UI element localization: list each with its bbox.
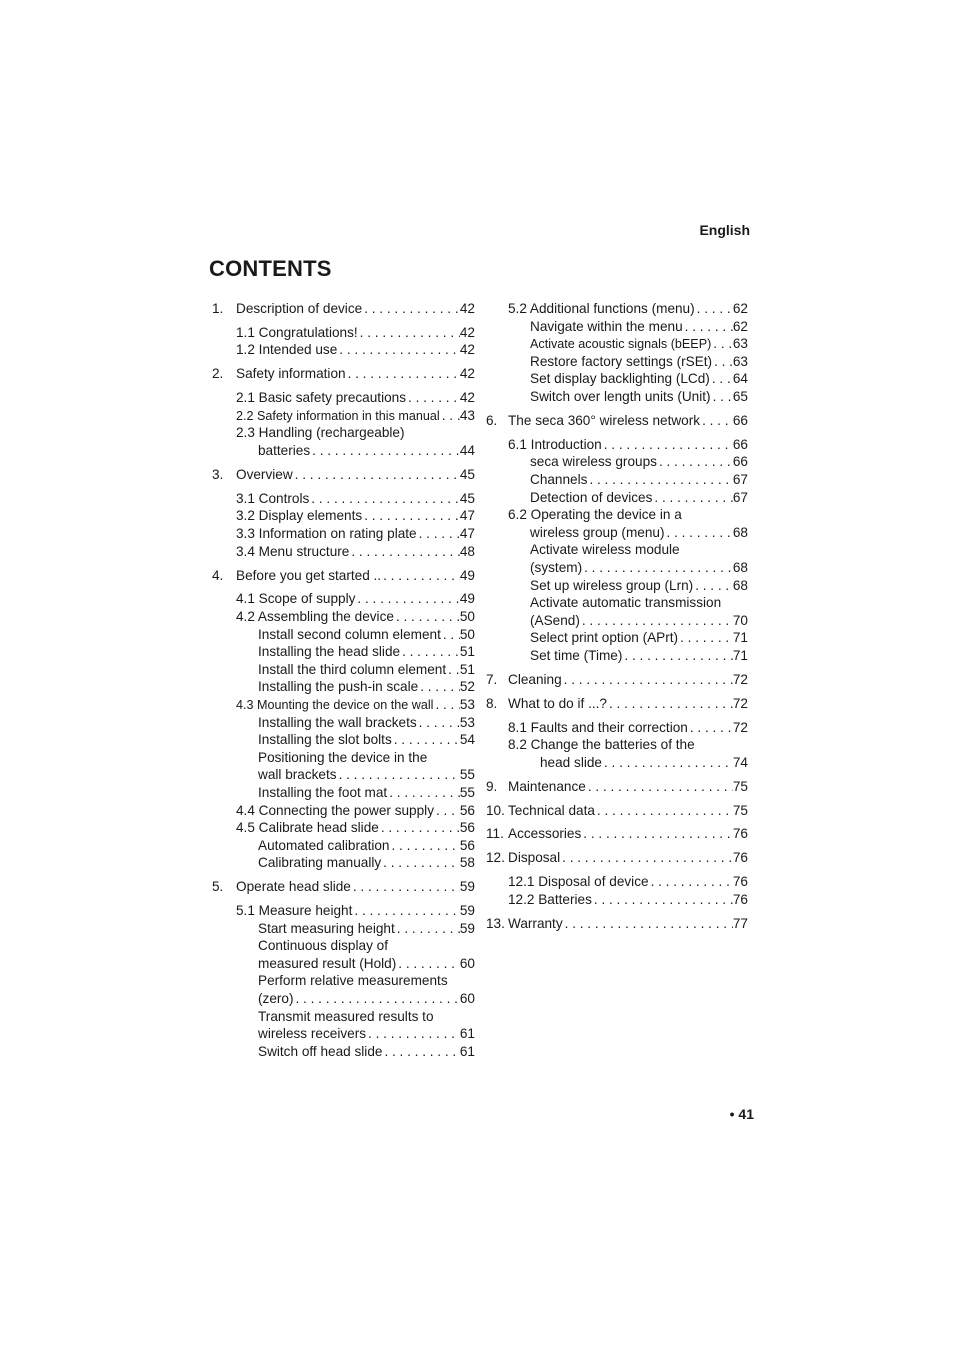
toc-entry-page: 56 [459, 802, 475, 818]
toc-leader-dots [434, 802, 460, 820]
toc-entry [212, 608, 475, 626]
toc-leader-dots [381, 854, 460, 872]
toc-entry-number: 12. [486, 850, 505, 866]
toc-leader-dots [417, 714, 460, 732]
toc-entry [212, 1025, 475, 1043]
toc-entry-page: 50 [459, 608, 475, 624]
toc-entry-page: 62 [732, 318, 748, 334]
toc-entry-page: 42 [459, 366, 475, 382]
toc-entry-label: wireless receivers [258, 1026, 367, 1042]
toc-entry-page: 76 [732, 891, 748, 907]
toc-entry-label: Calibrating manually [258, 855, 382, 871]
toc-entry-label: 2.3 Handling (rechargeable) [236, 425, 405, 441]
toc-leader-dots [400, 643, 460, 661]
toc-entry [486, 671, 748, 689]
toc-leader-dots [310, 442, 460, 460]
toc-entry-label: Perform relative measurements [258, 973, 448, 989]
toc-column-left [212, 300, 475, 1060]
toc-entry-page: 55 [459, 784, 475, 800]
toc-entry-page: 61 [459, 1043, 475, 1059]
toc-entry-label: Disposal [508, 850, 561, 866]
toc-entry-number: 10. [486, 802, 505, 818]
toc-entry-page: 75 [732, 778, 748, 794]
toc-entry-label: Operate head slide [236, 879, 351, 895]
toc-column-right [486, 300, 748, 932]
toc-entry-label: Installing the head slide [258, 644, 401, 660]
toc-leader-dots [358, 324, 460, 342]
toc-entry-label: Navigate within the menu [530, 318, 683, 334]
toc-entry-page: 52 [459, 679, 475, 695]
toc-leader-dots [337, 341, 460, 359]
toc-entry-label: 3.4 Menu structure [236, 543, 350, 559]
toc-entry [486, 695, 748, 713]
toc-entry [212, 442, 475, 460]
toc-entry-page: 65 [732, 388, 748, 404]
toc-entry-label: Set time (Time) [530, 647, 623, 663]
toc-entry-page: 67 [732, 471, 748, 487]
toc-entry-label: head slide [540, 754, 602, 770]
toc-entry-page: 51 [459, 644, 475, 660]
toc-entry-label: The seca 360° wireless network [508, 412, 701, 428]
toc-entry-page: 76 [732, 874, 748, 890]
toc-leader-dots [678, 629, 733, 647]
toc-entry-label: Cleaning [508, 671, 562, 687]
toc-entry [486, 436, 748, 454]
toc-entry [486, 594, 748, 612]
toc-leader-dots [346, 365, 460, 383]
toc-entry-page: 72 [732, 695, 748, 711]
toc-entry [212, 696, 475, 714]
toc-entry-label: Installing the push-in scale [258, 679, 419, 695]
toc-entry-page: 59 [459, 903, 475, 919]
toc-entry-page: 64 [732, 371, 748, 387]
language-label: English [699, 222, 750, 238]
toc-entry-page: 67 [732, 489, 748, 505]
toc-entry-label: Start measuring height [258, 920, 395, 936]
toc-entry [486, 719, 748, 737]
toc-entry [486, 802, 748, 820]
toc-entry-label: Install the third column element [258, 661, 447, 677]
toc-entry-page: 45 [459, 466, 475, 482]
toc-entry-label: Accessories [508, 826, 582, 842]
toc-entry [212, 407, 475, 425]
toc-entry [486, 647, 748, 665]
toc-entry-page: 59 [459, 879, 475, 895]
toc-entry [486, 353, 748, 371]
toc-entry-page: 59 [459, 920, 475, 936]
toc-entry [212, 920, 475, 938]
toc-entry [212, 300, 475, 318]
toc-entry-label: Detection of devices [530, 489, 653, 505]
toc-entry-page: 74 [732, 754, 748, 770]
toc-entry [212, 661, 475, 679]
toc-entry-label: Restore factory settings (rSEt) [530, 353, 713, 369]
toc-entry-label: Install second column element [258, 626, 441, 642]
toc-leader-dots [418, 678, 460, 696]
page-title: CONTENTS [209, 256, 332, 281]
toc-entry-label: Description of device [236, 301, 363, 316]
toc-entry [486, 388, 748, 406]
toc-entry-page: 43 [459, 407, 475, 423]
toc-entry-label: Switch off head slide [258, 1043, 383, 1059]
toc-entry-label: What to do if ...? [508, 695, 607, 711]
toc-entry-page: 53 [459, 714, 475, 730]
toc-entry [212, 784, 475, 802]
toc-entry-label: 4.1 Scope of supply [236, 591, 356, 607]
toc-entry [212, 819, 475, 837]
toc-leader-dots [441, 626, 460, 644]
toc-entry-page: 75 [732, 802, 748, 818]
toc-leader-dots [602, 754, 733, 772]
toc-entry [212, 878, 475, 896]
toc-entry [212, 525, 475, 543]
toc-entry-page: 49 [459, 591, 475, 607]
toc-entry-label: 5.1 Measure height [236, 903, 353, 919]
toc-entry-label: 1.1 Congratulations! [236, 324, 358, 340]
toc-entry-label: Activate automatic transmission [530, 595, 722, 611]
toc-entry-page: 72 [732, 719, 748, 735]
toc-entry-page: 77 [732, 915, 748, 931]
toc-leader-dots [366, 1025, 460, 1043]
toc-entry-page: 55 [459, 767, 475, 783]
toc-leader-dots [379, 819, 460, 837]
toc-entry [212, 507, 475, 525]
toc-leader-dots [387, 784, 460, 802]
toc-entry-page: 76 [732, 850, 748, 866]
toc-entry [486, 754, 748, 772]
toc-leader-dots [355, 590, 459, 608]
toc-leader-dots [693, 577, 733, 595]
toc-entry-page: 42 [459, 342, 475, 358]
toc-entry [212, 1008, 475, 1026]
toc-entry-page: 50 [459, 626, 475, 642]
toc-entry-label: seca wireless groups [530, 454, 657, 470]
toc-entry-page: 63 [732, 353, 748, 369]
toc-entry [212, 955, 475, 973]
toc-entry-page: 44 [459, 443, 475, 459]
toc-entry-label: 4.4 Connecting the power supply [236, 802, 434, 818]
toc-leader-dots [700, 412, 733, 430]
toc-leader-dots [381, 567, 460, 585]
toc-entry-number: 3. [212, 466, 224, 482]
toc-entry [212, 837, 475, 855]
toc-entry [212, 626, 475, 644]
toc-entry [212, 902, 475, 920]
toc-entry [212, 749, 475, 767]
toc-entry-label: 3.3 Information on rating plate [236, 526, 417, 542]
toc-entry-page: 63 [732, 336, 748, 352]
toc-entry-label: Set up wireless group (Lrn) [530, 577, 694, 593]
toc-entry-number: 2. [212, 366, 224, 382]
toc-entry [486, 736, 748, 754]
toc-leader-dots [712, 353, 733, 371]
toc-leader-dots [396, 955, 460, 973]
toc-leader-dots [695, 300, 733, 318]
toc-leader-dots [293, 466, 460, 484]
toc-entry-label: 3.1 Controls [236, 490, 310, 506]
toc-entry-label: Continuous display of [258, 938, 388, 954]
toc-leader-dots [657, 453, 733, 471]
toc-entry-label: (ASend) [530, 612, 580, 628]
toc-leader-dots [351, 878, 460, 896]
toc-entry-label: Overview [236, 466, 293, 482]
toc-entry-page: 72 [732, 671, 748, 687]
toc-entry [486, 524, 748, 542]
toc-entry-label: Maintenance [508, 778, 586, 794]
toc-leader-dots [711, 335, 733, 353]
toc-entry [212, 590, 475, 608]
toc-entry-page: 68 [732, 559, 748, 575]
toc-entry-label: Installing the wall brackets [258, 714, 417, 730]
toc-entry-page: 45 [459, 490, 475, 506]
toc-entry-page: 66 [732, 454, 748, 470]
toc-entry [486, 541, 748, 559]
toc-entry [212, 365, 475, 383]
toc-entry-label: Channels [530, 471, 588, 487]
page-number: • 41 [729, 1106, 754, 1122]
toc-leader-dots [595, 802, 733, 820]
toc-leader-dots [664, 524, 732, 542]
toc-entry-label: Activate wireless module [530, 542, 680, 558]
toc-leader-dots [440, 407, 460, 425]
toc-entry-number: 13. [486, 915, 505, 931]
toc-entry-label: 6.1 Introduction [508, 436, 602, 452]
toc-entry [486, 577, 748, 595]
toc-leader-dots [710, 370, 733, 388]
toc-entry [486, 300, 748, 318]
toc-entry-label: 4.2 Assembling the device [236, 608, 394, 624]
toc-entry-page: 42 [459, 324, 475, 340]
toc-entry-number: 8. [486, 695, 498, 711]
toc-entry-page: 56 [459, 820, 475, 836]
toc-entry [212, 341, 475, 359]
toc-entry-page: 56 [459, 837, 475, 853]
toc-entry [212, 567, 475, 585]
toc-entry-page: 71 [732, 630, 748, 646]
toc-leader-dots [562, 671, 733, 689]
toc-entry [486, 849, 748, 867]
toc-entry [486, 318, 748, 336]
toc-entry-label: wall brackets [258, 767, 337, 783]
toc-entry-page: 66 [732, 436, 748, 452]
toc-entry-label: 8.2 Change the batteries of the [508, 737, 695, 753]
toc-leader-dots [649, 873, 733, 891]
toc-entry [212, 990, 475, 1008]
toc-leader-dots [352, 902, 459, 920]
toc-entry [486, 559, 748, 577]
toc-entry [486, 370, 748, 388]
toc-entry-label: 12.2 Batteries [508, 891, 592, 907]
toc-entry [212, 678, 475, 696]
toc-entry [486, 412, 748, 430]
toc-entry-label: Switch over length units (Unit) [530, 388, 711, 404]
toc-leader-dots [446, 661, 460, 679]
toc-entry-label: 8.1 Faults and their correction [508, 719, 688, 735]
toc-entry [212, 643, 475, 661]
toc-entry-label: Installing the slot bolts [258, 732, 392, 748]
toc-entry-page: 49 [459, 567, 475, 583]
toc-leader-dots [362, 507, 460, 525]
toc-entry-label: Positioning the device in the [258, 749, 428, 765]
toc-entry-page: 61 [459, 1026, 475, 1042]
toc-entry-label: wireless group (menu) [530, 524, 665, 540]
toc-leader-dots [592, 891, 733, 909]
toc-entry [212, 424, 475, 442]
toc-entry-number: 5. [212, 879, 224, 895]
toc-entry-page: 42 [459, 390, 475, 406]
toc-entry-label: Safety information [236, 366, 346, 382]
toc-entry [212, 389, 475, 407]
toc-entry-label: Select print option (APrt) [530, 630, 679, 646]
toc-leader-dots [581, 825, 733, 843]
toc-entry-page: 47 [459, 526, 475, 542]
toc-entry-label: Activate acoustic signals (bEEP) [530, 337, 712, 352]
toc-entry-label: (system) [530, 559, 583, 575]
toc-entry-number: 6. [486, 412, 498, 428]
toc-entry-label: Transmit measured results to [258, 1008, 434, 1024]
toc-entry-page: 47 [459, 508, 475, 524]
toc-leader-dots [587, 471, 732, 489]
toc-leader-dots [563, 915, 733, 933]
toc-entry [212, 802, 475, 820]
toc-entry-number: 1. [212, 301, 224, 316]
toc-leader-dots [652, 489, 732, 507]
toc-entry-label: 2.1 Basic safety precautions [236, 390, 407, 406]
toc-leader-dots [309, 490, 460, 508]
toc-entry-page: 48 [459, 543, 475, 559]
toc-entry-label: Before you get started .. [236, 567, 382, 583]
toc-entry-label: (zero) [258, 991, 294, 1007]
toc-entry-page: 51 [459, 661, 475, 677]
toc-leader-dots [688, 719, 733, 737]
toc-entry [486, 915, 748, 933]
toc-entry-label: Technical data [508, 802, 595, 818]
toc-entry-label: 4.5 Calibrate head slide [236, 820, 379, 836]
toc-entry-label: Installing the foot mat [258, 784, 388, 800]
toc-leader-dots [337, 766, 460, 784]
toc-entry-page: 60 [459, 991, 475, 1007]
toc-entry [212, 1043, 475, 1061]
toc-leader-dots [349, 543, 460, 561]
toc-leader-dots [580, 612, 733, 630]
toc-entry [212, 766, 475, 784]
toc-entry [486, 629, 748, 647]
toc-leader-dots [602, 436, 733, 454]
toc-leader-dots [582, 559, 733, 577]
toc-leader-dots [406, 389, 460, 407]
toc-entry [486, 471, 748, 489]
toc-entry-label: measured result (Hold) [258, 955, 397, 971]
toc-entry-page: 71 [732, 647, 748, 663]
toc-entry-number: 9. [486, 778, 498, 794]
toc-entry [486, 453, 748, 471]
toc-entry-label: 2.2 Safety information in this manual [236, 408, 440, 423]
toc-entry [486, 612, 748, 630]
toc-entry-page: 66 [732, 412, 748, 428]
toc-entry [212, 324, 475, 342]
toc-entry-label: 3.2 Display elements [236, 508, 363, 524]
toc-entry-page: 53 [459, 696, 475, 712]
toc-entry [486, 778, 748, 796]
toc-entry-page: 68 [732, 524, 748, 540]
toc-entry [486, 335, 748, 353]
toc-entry-label: 4.3 Mounting the device on the wall [236, 697, 434, 712]
toc-entry [212, 972, 475, 990]
toc-entry-page: 54 [459, 732, 475, 748]
toc-entry-label: Set display backlighting (LCd) [530, 371, 710, 387]
toc-entry [212, 543, 475, 561]
toc-leader-dots [382, 1043, 459, 1061]
toc-entry-label: 12.1 Disposal of device [508, 874, 649, 890]
toc-entry-page: 62 [732, 301, 748, 316]
toc-entry [486, 891, 748, 909]
toc-entry [486, 506, 748, 524]
toc-leader-dots [395, 920, 460, 938]
toc-leader-dots [586, 778, 733, 796]
toc-entry [212, 854, 475, 872]
toc-entry-label: batteries [258, 443, 311, 459]
toc-entry-number: 7. [486, 671, 498, 687]
toc-entry-page: 58 [459, 855, 475, 871]
toc-entry-page: 76 [732, 826, 748, 842]
toc-entry-label: Automated calibration [258, 837, 390, 853]
toc-entry-page: 70 [732, 612, 748, 628]
toc-entry [212, 466, 475, 484]
toc-entry [486, 873, 748, 891]
toc-leader-dots [392, 731, 460, 749]
toc-entry-page: 42 [459, 301, 475, 316]
toc-entry-label: Warranty [508, 915, 563, 931]
toc-leader-dots [622, 647, 732, 665]
toc-leader-dots [362, 300, 460, 318]
toc-leader-dots [294, 990, 460, 1008]
toc-entry-label: 1.2 Intended use [236, 342, 338, 358]
toc-entry [212, 490, 475, 508]
toc-entry [212, 731, 475, 749]
toc-entry-page: 60 [459, 955, 475, 971]
toc-leader-dots [683, 318, 733, 336]
toc-entry-label: 5.2 Additional functions (menu) [508, 301, 695, 316]
toc-entry [486, 489, 748, 507]
toc-leader-dots [711, 388, 733, 406]
toc-entry-number: 4. [212, 567, 224, 583]
toc-leader-dots [394, 608, 460, 626]
toc-entry [486, 825, 748, 843]
toc-leader-dots [417, 525, 460, 543]
toc-entry-label: 6.2 Operating the device in a [508, 507, 682, 523]
toc-entry-page: 68 [732, 577, 748, 593]
toc-leader-dots [433, 696, 459, 714]
toc-entry [212, 937, 475, 955]
toc-leader-dots [560, 849, 733, 867]
toc-leader-dots [389, 837, 459, 855]
toc-entry [212, 714, 475, 732]
toc-entry-number: 11. [486, 826, 504, 842]
toc-leader-dots [607, 695, 733, 713]
